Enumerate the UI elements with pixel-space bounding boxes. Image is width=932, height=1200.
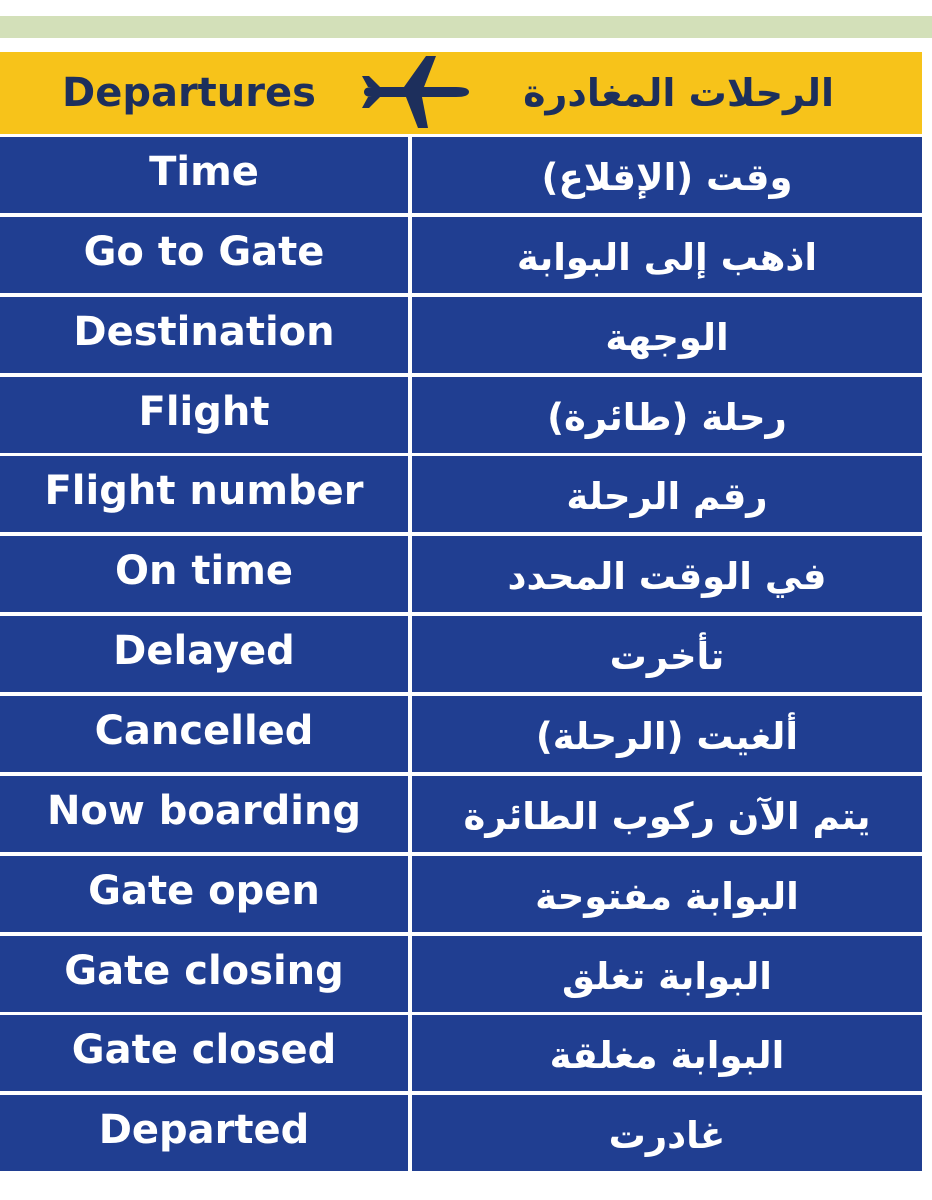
arabic-term: في الوقت المحدد xyxy=(412,536,922,612)
arabic-term: اذهب إلى البوابة xyxy=(412,217,922,293)
arabic-term: البوابة مغلقة xyxy=(412,1015,922,1091)
top-stripe xyxy=(0,16,932,38)
table-row xyxy=(0,856,922,936)
english-term: Departed xyxy=(0,1095,408,1171)
arabic-term: رقم الرحلة xyxy=(412,456,922,532)
english-term: Gate open xyxy=(0,856,408,932)
arabic-term: رحلة (طائرة) xyxy=(412,377,922,453)
table-row xyxy=(0,137,922,217)
english-term: Gate closing xyxy=(0,936,408,1012)
arabic-term: تأخرت xyxy=(412,616,922,692)
departures-board xyxy=(0,52,922,1173)
table-row xyxy=(0,297,922,377)
header-title-en: Departures xyxy=(62,70,316,116)
arabic-term: يتم الآن ركوب الطائرة xyxy=(412,776,922,852)
header-title-ar: الرحلات المغادرة xyxy=(523,71,834,115)
arabic-term: غادرت xyxy=(412,1095,922,1171)
english-term: Delayed xyxy=(0,616,408,692)
table-row xyxy=(0,377,922,457)
table-row xyxy=(0,936,922,1016)
table-row xyxy=(0,217,922,297)
english-term: Time xyxy=(0,137,408,213)
table-row xyxy=(0,1015,922,1095)
airplane-icon xyxy=(356,56,472,128)
arabic-term: الوجهة xyxy=(412,297,922,373)
english-term: Flight xyxy=(0,377,408,453)
table-row xyxy=(0,696,922,776)
table-row xyxy=(0,536,922,616)
english-term: Go to Gate xyxy=(0,217,408,293)
table-row xyxy=(0,456,922,536)
english-term: Cancelled xyxy=(0,696,408,772)
english-term: Gate closed xyxy=(0,1015,408,1091)
arabic-term: ألغيت (الرحلة) xyxy=(412,696,922,772)
vocabulary-rows xyxy=(0,137,922,1175)
table-row xyxy=(0,616,922,696)
english-term: On time xyxy=(0,536,408,612)
table-row xyxy=(0,1095,922,1175)
arabic-term: وقت (الإقلاع) xyxy=(412,137,922,213)
arabic-term: البوابة مفتوحة xyxy=(412,856,922,932)
english-term: Destination xyxy=(0,297,408,373)
arabic-term: البوابة تغلق xyxy=(412,936,922,1012)
board-header xyxy=(0,52,922,134)
english-term: Now boarding xyxy=(0,776,408,852)
english-term: Flight number xyxy=(0,456,408,532)
table-row xyxy=(0,776,922,856)
